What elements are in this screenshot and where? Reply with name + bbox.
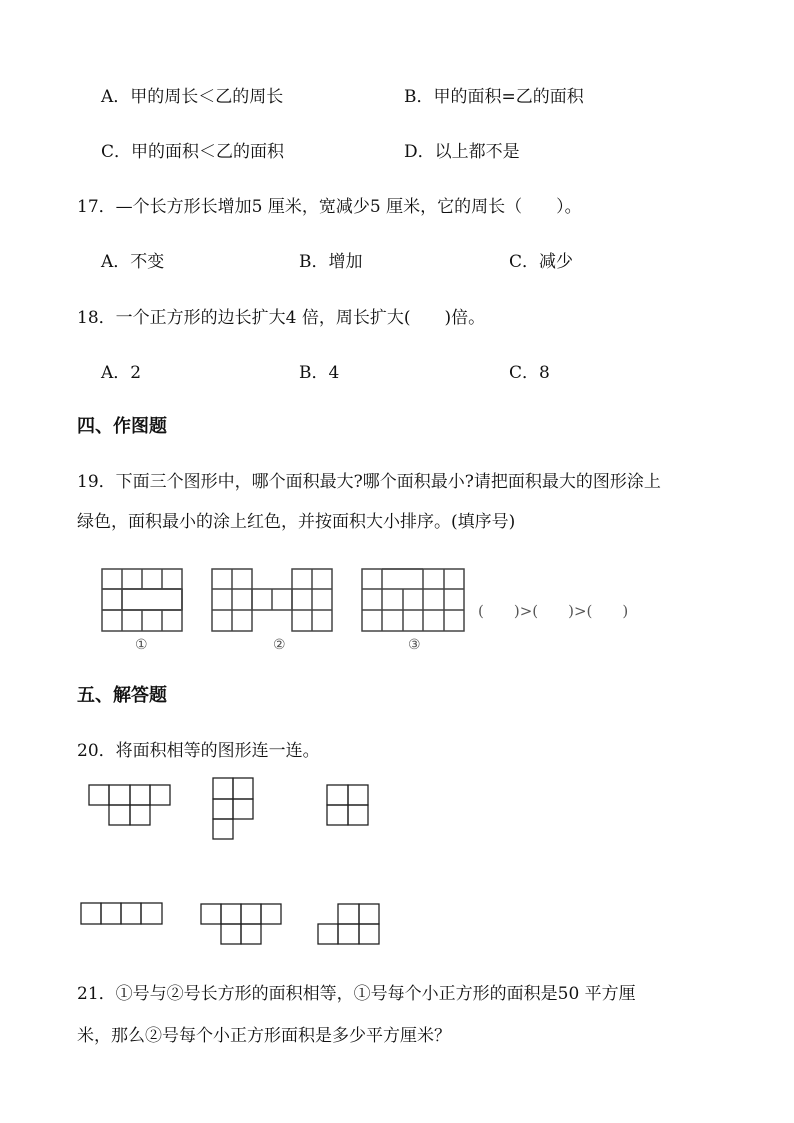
q21-stem-line2: 米，那么②号每个小正方形面积是多少平方厘米？	[77, 1026, 451, 1046]
section-heading-answer: 五、解答题	[77, 685, 167, 706]
q19-stem-line2: 绿色，面积最小的涂上红色，并按面积大小排序。(填序号)	[77, 512, 516, 532]
q19-stem-line1: 19．下面三个图形中，哪个面积最大?哪个面积最小?请把面积最大的图形涂上	[77, 472, 661, 492]
q20-shape-top-1	[89, 785, 170, 825]
q19-label-1: ①	[135, 637, 148, 653]
q18-option-b: B．4	[299, 363, 340, 383]
q18-option-a: A．2	[101, 363, 142, 383]
q16-option-c: C．甲的面积＜乙的面积	[101, 142, 285, 162]
q20-stem: 20．将面积相等的图形连一连。	[77, 741, 320, 761]
q20-shape-top-3	[327, 785, 368, 825]
q19-shapes-figure	[98, 566, 698, 666]
q19-label-2: ②	[273, 637, 286, 653]
q19-shape-1	[102, 569, 182, 631]
q20-shape-bottom-1	[81, 903, 162, 924]
section-heading-drawing: 四、作图题	[77, 416, 167, 437]
q19-shape-3	[362, 569, 464, 631]
q17-option-a: A．不变	[101, 252, 165, 272]
q17-option-b: B．增加	[299, 252, 363, 272]
q21-stem-line1: 21．①号与②号长方形的面积相等，①号每个小正方形的面积是50 平方厘	[77, 984, 636, 1004]
q19-shape-2	[212, 569, 332, 631]
q19-label-3: ③	[408, 637, 421, 653]
q17-stem: 17．—个长方形长增加5 厘米，宽减少5 厘米，它的周长（ ）。	[77, 197, 582, 217]
q18-stem: 18．一个正方形的边长扩大4 倍，周长扩大( )倍。	[77, 308, 486, 328]
q16-option-a: A．甲的周长＜乙的周长	[101, 87, 284, 107]
q18-option-c: C．8	[509, 363, 550, 383]
q16-option-d: D．以上都不是	[404, 142, 520, 162]
q19-order-blanks: ( )>( )>( )	[478, 602, 629, 620]
q20-shape-bottom-2	[201, 904, 281, 944]
q20-shapes-figure	[80, 775, 400, 955]
q17-option-c: C．减少	[509, 252, 574, 272]
q20-shape-bottom-3	[318, 904, 379, 944]
q20-shape-top-2	[213, 778, 253, 839]
q16-option-b: B．甲的面积=乙的面积	[404, 87, 584, 107]
